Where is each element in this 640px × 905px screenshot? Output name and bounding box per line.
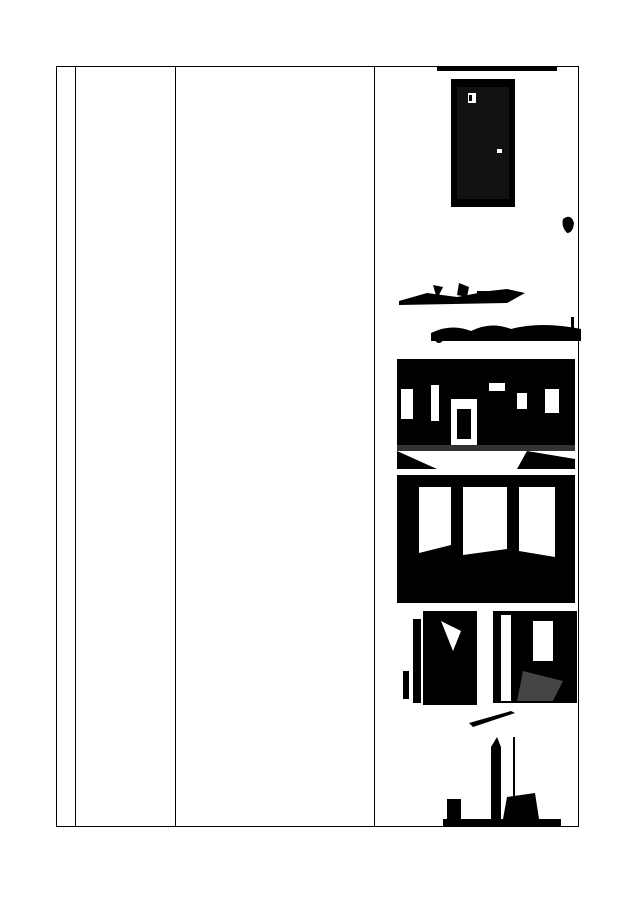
column-divider <box>374 67 375 826</box>
photo-fragment <box>561 215 575 237</box>
ceiling-photo <box>397 273 577 307</box>
balcony-door-photo <box>443 707 561 827</box>
subject-table <box>56 66 579 827</box>
stove-photo <box>437 67 557 213</box>
walls-photo <box>397 359 575 469</box>
column-detail-photo <box>401 611 481 705</box>
window-photo <box>397 475 575 603</box>
capital-detail-photo <box>493 611 577 703</box>
column-divider <box>75 67 76 826</box>
column-divider <box>175 67 176 826</box>
moulding-photo <box>431 313 581 353</box>
